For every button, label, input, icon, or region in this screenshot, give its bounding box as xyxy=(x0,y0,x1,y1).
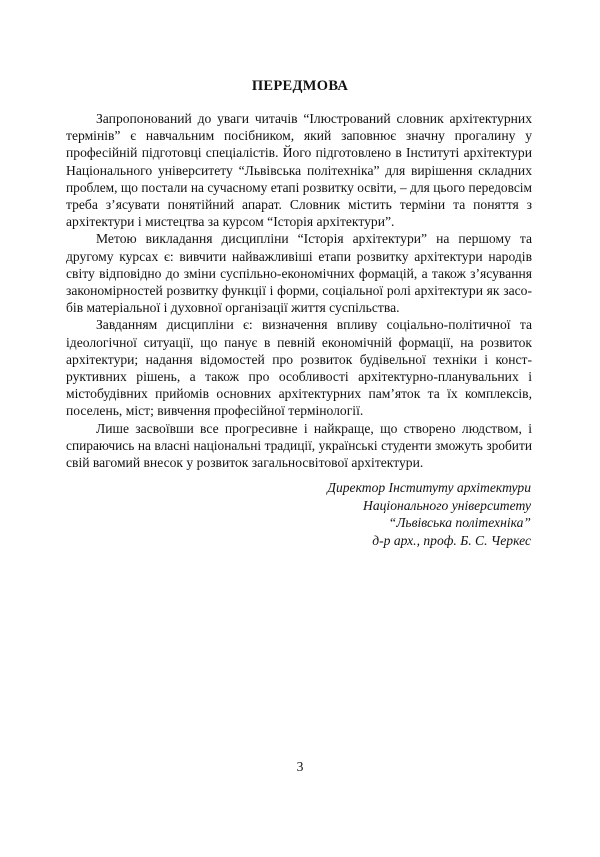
text-line: термінів” є навчальним посібником, який заповнює значну прогалину у xyxy=(66,128,532,144)
text-line: професійній підготовці спеціалістів. Його підготовлено в Інституті архітектури xyxy=(66,145,532,161)
text-line: треба з’ясувати понятійний апарат. Словник містить терміни та поняття з xyxy=(66,197,532,213)
paragraph-3 xyxy=(66,316,532,419)
preface-body xyxy=(66,110,532,471)
text-line: Лише засвоївши все прогресивне і найкраще, що створено людством, і xyxy=(96,420,532,436)
text-line: Завданням дисципліни є: визначення впливу соціально-політичної та xyxy=(96,317,532,333)
text-line: руктивних рішень, а також про особливості архітектурно-планувальних і xyxy=(66,369,532,385)
text-line: ідеологічної ситуації, що панує в певній економічній формації, на розвиток xyxy=(66,334,532,350)
signature-line: Національного університету xyxy=(363,497,531,513)
text-line: свій вагомий внесок у розвиток загальносвітової архітектури. xyxy=(66,455,424,471)
text-line: спираючись на власні національні традиції, українські студенти зможуть зробити xyxy=(66,437,532,453)
text-line: бів матеріальної і духовної організації життя суспільства. xyxy=(66,300,400,316)
text-line: поселень, міст; вивчення професійної термінології. xyxy=(66,403,364,419)
paragraph-2 xyxy=(66,230,532,316)
text-line: містобудівних прийомів основних архітектурних пам’яток та їх комплексів, xyxy=(66,386,532,402)
text-line: проблем, що постали на сучасному етапі розвитку освіти, – для цього передовсім xyxy=(66,179,532,195)
page-title: ПЕРЕДМОВА xyxy=(251,78,349,94)
text-line: архітектури і мистецтва за курсом “Історія архітектури”. xyxy=(66,214,395,230)
text-line: закономірностей розвитку функції і форми, соціальної ролі архітектури як засо- xyxy=(66,283,532,299)
text-line: другому курсах є: вивчити найважливіші етапи розвитку архітектури народів xyxy=(66,248,532,264)
text-line: Національного університету “Львівська політехніка” для вирішення складних xyxy=(66,162,532,178)
page-number: 3 xyxy=(296,759,304,774)
text-line: архітектури; надання відомостей про розвиток будівельної техніки і конст- xyxy=(66,351,532,367)
signature-block xyxy=(327,479,531,549)
signature-line: д-р арх., проф. Б. С. Черкес xyxy=(372,532,531,548)
signature-line: Директор Інституту архітектури xyxy=(327,480,531,495)
paragraph-1 xyxy=(66,110,532,230)
text-line: Метою викладання дисципліни “Історія архітектури” на першому та xyxy=(96,231,532,247)
text-line: Запропонований до уваги читачів “Ілюстрований словник архітектурних xyxy=(96,111,532,126)
signature-line: “Львівська політехніка” xyxy=(388,515,531,531)
text-line: світу відповідно до зміни суспільно-економічних формацій, а також з’ясування xyxy=(66,265,532,281)
paragraph-4 xyxy=(66,420,532,472)
